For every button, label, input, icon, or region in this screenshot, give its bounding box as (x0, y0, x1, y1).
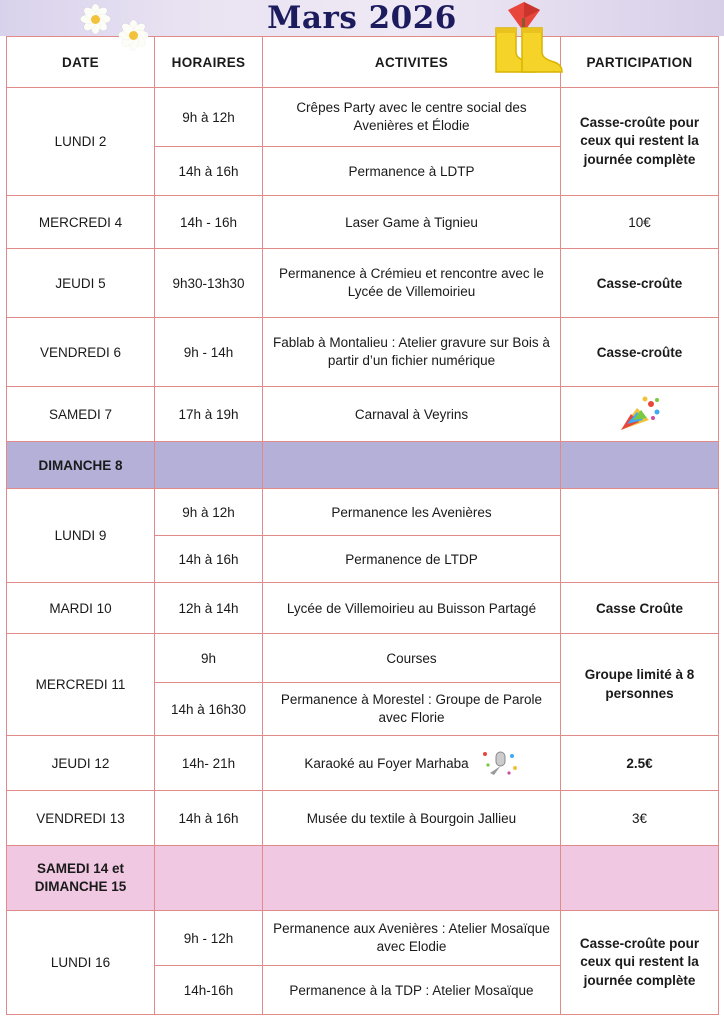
cell-activity: Permanence à Morestel : Groupe de Parole avec Florie (263, 683, 561, 736)
cell-hour: 9h - 14h (155, 318, 263, 387)
table-row (7, 249, 719, 318)
cell-activity (263, 846, 561, 911)
cell-hour: 9h (155, 634, 263, 683)
cell-participation: Groupe limité à 8 personnes (561, 634, 719, 736)
table-row (7, 791, 719, 846)
cell-date: MERCREDI 11 (7, 634, 155, 736)
cell-participation (561, 846, 719, 911)
cell-activity: Carnaval à Veyrins (263, 387, 561, 442)
cell-participation: 3€ (561, 791, 719, 846)
table-row (7, 88, 719, 147)
cell-activity: Fablab à Montalieu : Atelier gravure sur Bois à partir d’un fichier numérique (263, 318, 561, 387)
cell-hour: 12h à 14h (155, 583, 263, 634)
microphone-icon (479, 748, 519, 778)
table-row (7, 846, 719, 911)
table-row (7, 736, 719, 791)
cell-hour: 9h - 12h (155, 911, 263, 966)
rain-boots-icon (478, 0, 568, 78)
table-row (7, 489, 719, 536)
column-header-horaires: HORAIRES (155, 37, 263, 88)
cell-hour: 14h à 16h (155, 147, 263, 196)
cell-participation: 2.5€ (561, 736, 719, 791)
cell-date: JEUDI 12 (7, 736, 155, 791)
cell-hour: 9h30-13h30 (155, 249, 263, 318)
cell-participation: Casse Croûte (561, 583, 719, 634)
cell-date: MERCREDI 4 (7, 196, 155, 249)
cell-participation: Casse-croûte pour ceux qui restent la journée complète (561, 88, 719, 196)
cell-hour (155, 442, 263, 489)
cell-hour: 14h à 16h (155, 536, 263, 583)
cell-participation (561, 489, 719, 583)
table-row (7, 442, 719, 489)
cell-activity: Musée du textile à Bourgoin Jallieu (263, 791, 561, 846)
party-popper-icon (617, 394, 663, 434)
cell-activity: Courses (263, 634, 561, 683)
cell-date: LUNDI 9 (7, 489, 155, 583)
cell-date: VENDREDI 6 (7, 318, 155, 387)
cell-hour: 17h à 19h (155, 387, 263, 442)
activities-table (6, 36, 719, 1015)
page-title: Mars 2026 (267, 0, 457, 36)
cell-participation: Casse-croûte pour ceux qui restent la journée complète (561, 911, 719, 1015)
column-header-participation: PARTICIPATION (561, 37, 719, 88)
cell-activity: Crêpes Party avec le centre social des Avenières et Élodie (263, 88, 561, 147)
cell-date: LUNDI 2 (7, 88, 155, 196)
cell-activity: Permanence les Avenières (263, 489, 561, 536)
column-header-activites: ACTIVITES (263, 37, 561, 88)
cell-hour (155, 846, 263, 911)
cell-date: MARDI 10 (7, 583, 155, 634)
table-row (7, 318, 719, 387)
table-row (7, 634, 719, 683)
table-row (7, 196, 719, 249)
table-row (7, 387, 719, 442)
cell-date: VENDREDI 13 (7, 791, 155, 846)
cell-activity: Permanence à Crémieu et rencontre avec le Lycée de Villemoirieu (263, 249, 561, 318)
cell-hour: 14h à 16h30 (155, 683, 263, 736)
cell-participation (561, 442, 719, 489)
cell-participation-icon (561, 387, 719, 442)
cell-activity: Lycée de Villemoirieu au Buisson Partagé (263, 583, 561, 634)
cell-hour: 9h à 12h (155, 88, 263, 147)
cell-activity: Permanence de LTDP (263, 536, 561, 583)
cell-participation: Casse-croûte (561, 318, 719, 387)
table-row (7, 583, 719, 634)
cell-participation: Casse-croûte (561, 249, 719, 318)
cell-activity (263, 736, 561, 791)
cell-activity: Permanence à la TDP : Atelier Mosaïque (263, 966, 561, 1015)
cell-activity: Permanence à LDTP (263, 147, 561, 196)
table-row (7, 911, 719, 966)
cell-activity: Laser Game à Tignieu (263, 196, 561, 249)
table-header-row (7, 37, 719, 88)
cell-hour: 14h à 16h (155, 791, 263, 846)
cell-hour: 14h- 21h (155, 736, 263, 791)
cell-hour: 14h-16h (155, 966, 263, 1015)
cell-hour: 9h à 12h (155, 489, 263, 536)
cell-date: LUNDI 16 (7, 911, 155, 1015)
cell-activity-text: Karaoké au Foyer Marhaba (304, 755, 469, 771)
cell-participation: 10€ (561, 196, 719, 249)
cell-hour: 14h - 16h (155, 196, 263, 249)
cell-date: SAMEDI 14 et DIMANCHE 15 (7, 846, 155, 911)
column-header-date: DATE (7, 37, 155, 88)
cell-date: SAMEDI 7 (7, 387, 155, 442)
cell-activity (263, 442, 561, 489)
page-header (0, 0, 724, 36)
cell-date: JEUDI 5 (7, 249, 155, 318)
cell-date: DIMANCHE 8 (7, 442, 155, 489)
cell-activity: Permanence aux Avenières : Atelier Mosaïque avec Elodie (263, 911, 561, 966)
